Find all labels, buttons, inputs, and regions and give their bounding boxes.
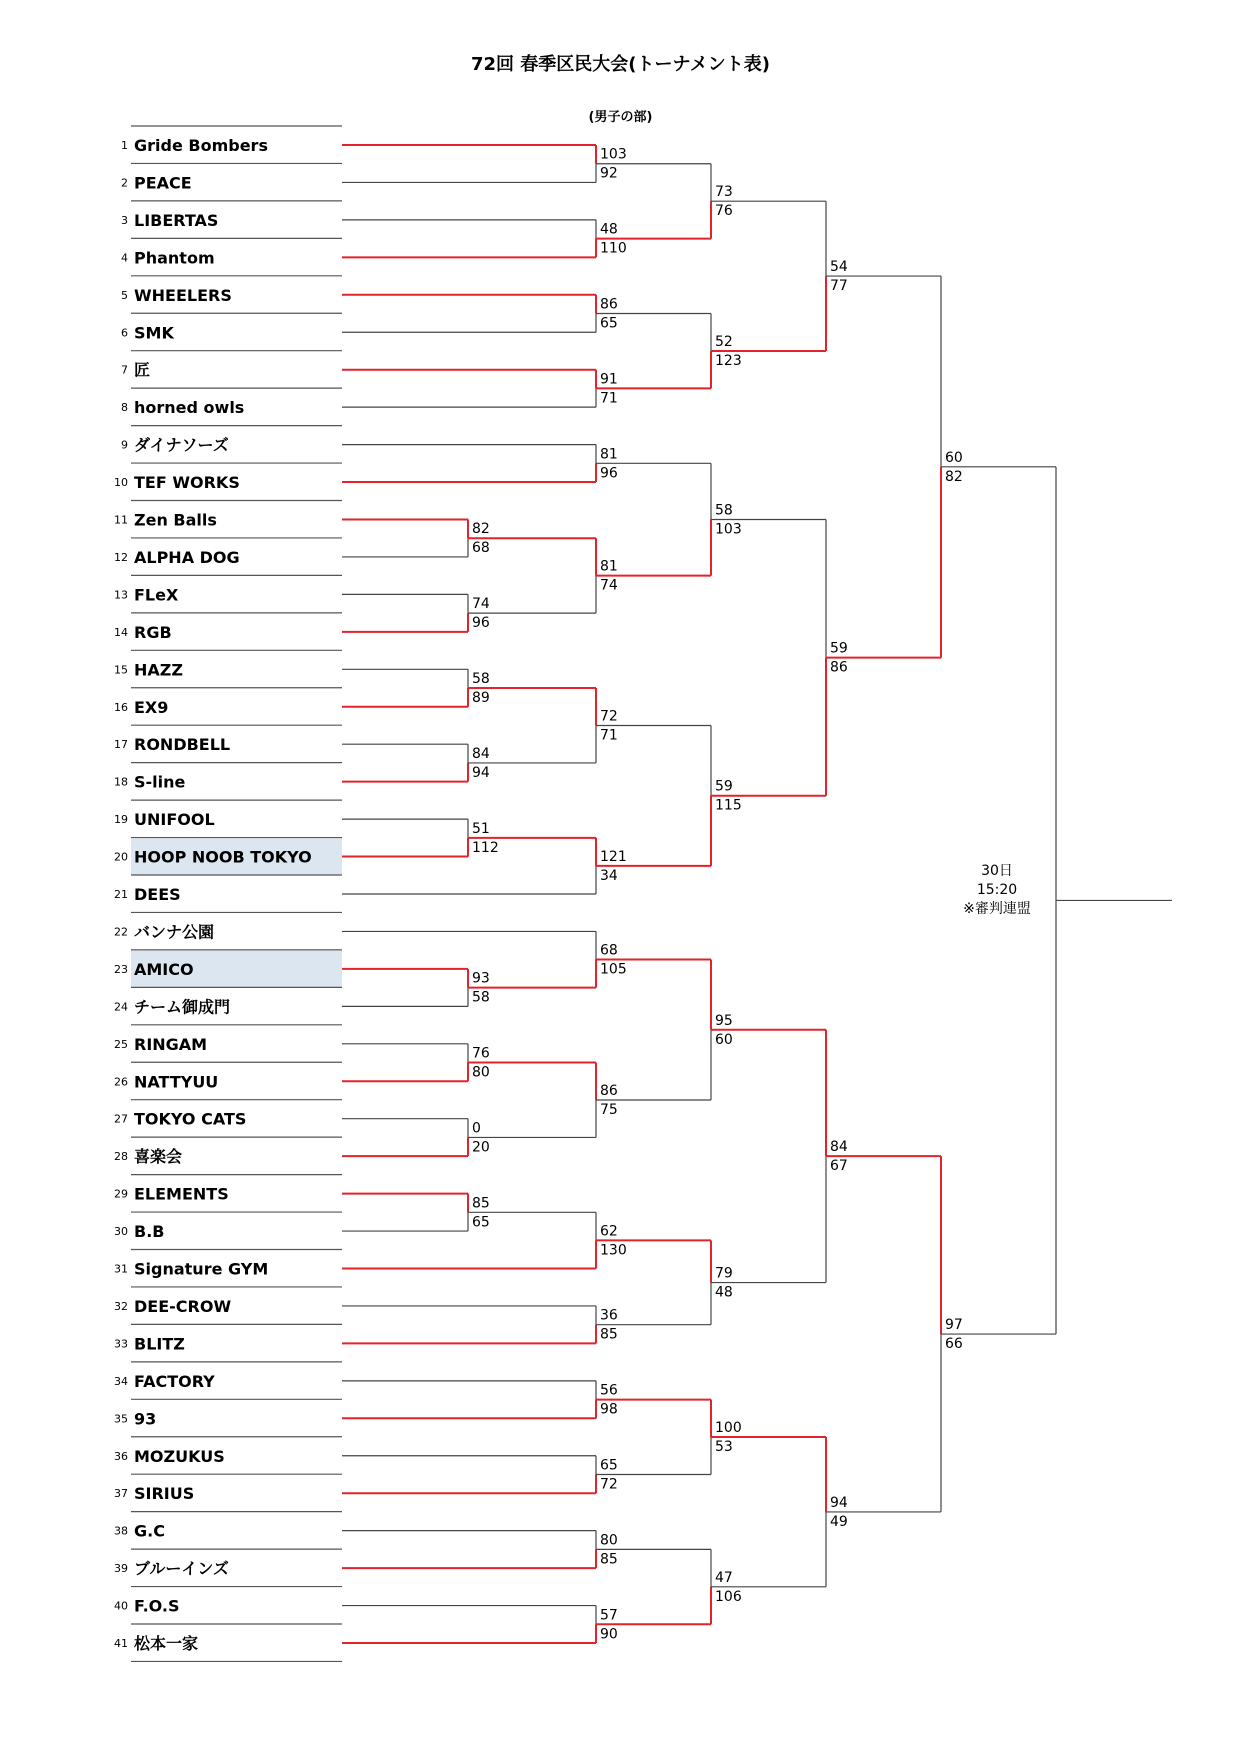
- score-upper: 121: [600, 848, 627, 865]
- score-lower: 89: [472, 690, 490, 707]
- team-name: G.C: [134, 1521, 165, 1541]
- score-lower: 67: [830, 1158, 848, 1175]
- score-upper: 74: [472, 596, 490, 613]
- score-lower: 76: [715, 203, 733, 220]
- score-upper: 84: [472, 745, 490, 762]
- score-lower: 65: [472, 1214, 490, 1231]
- score-upper: 86: [600, 1082, 618, 1099]
- team-row: [121, 276, 342, 305]
- team-number: 15: [114, 663, 128, 677]
- score-lower: 105: [600, 961, 627, 978]
- team-row: [114, 1587, 342, 1616]
- team-number: 4: [121, 251, 128, 265]
- score-upper: 91: [600, 371, 618, 388]
- score-upper: 36: [600, 1307, 618, 1324]
- team-name: B.B: [134, 1222, 165, 1242]
- score-lower: 72: [600, 1476, 618, 1493]
- team-row: [121, 163, 342, 192]
- team-name: ELEMENTS: [134, 1184, 229, 1204]
- team-number: 28: [114, 1150, 128, 1164]
- team-row: [114, 987, 342, 1016]
- team-row: [114, 1624, 342, 1661]
- team-name: UNIFOOL: [134, 810, 215, 830]
- team-name: FLeX: [134, 585, 179, 605]
- team-name: F.O.S: [134, 1596, 180, 1616]
- team-name: 松本一家: [134, 1634, 199, 1653]
- score-upper: 68: [600, 942, 618, 959]
- score-upper: 81: [600, 446, 618, 463]
- score-upper: 93: [472, 970, 490, 987]
- score-upper: 72: [600, 708, 618, 725]
- team-name: MOZUKUS: [134, 1446, 225, 1466]
- team-row: [114, 688, 342, 717]
- team-row: [114, 1062, 342, 1091]
- final-day: 30日: [981, 863, 1013, 879]
- team-row: [114, 538, 342, 567]
- team-name: SMK: [134, 323, 174, 343]
- team-row: [114, 1399, 342, 1428]
- score-upper: 86: [600, 296, 618, 313]
- team-number: 39: [114, 1562, 128, 1576]
- team-row: [114, 763, 342, 792]
- team-name: S-line: [134, 772, 186, 792]
- score-upper: 51: [472, 820, 490, 837]
- score-lower: 68: [472, 540, 490, 557]
- team-name: RINGAM: [134, 1034, 208, 1054]
- team-row: [114, 1287, 342, 1316]
- team-row: [121, 426, 342, 455]
- team-row: [114, 1250, 342, 1279]
- score-lower: 60: [715, 1031, 733, 1048]
- team-number: 14: [114, 625, 128, 639]
- page-title: 72回 春季区民大会(トーナメント表): [470, 54, 771, 75]
- team-name: ブルーインズ: [134, 1559, 229, 1579]
- team-row: [114, 1362, 342, 1391]
- score-upper: 81: [600, 558, 618, 575]
- team-name: ダイナソーズ: [134, 435, 229, 455]
- score-lower: 110: [600, 240, 627, 257]
- team-number: 7: [121, 363, 128, 377]
- team-name: EX9: [134, 697, 169, 717]
- team-number: 5: [121, 288, 128, 302]
- team-name: バンナ公園: [134, 922, 215, 942]
- team-row: [121, 238, 342, 267]
- score-lower: 112: [472, 839, 499, 856]
- score-upper: 84: [830, 1139, 848, 1156]
- team-row: [114, 875, 342, 904]
- team-number: 12: [114, 550, 128, 564]
- score-lower: 34: [600, 867, 618, 884]
- team-name: DEE-CROW: [134, 1296, 232, 1316]
- team-number: 1: [121, 139, 128, 152]
- score-upper: 52: [715, 333, 733, 350]
- team-number: 40: [114, 1599, 128, 1613]
- score-upper: 58: [472, 671, 490, 688]
- team-name: Phantom: [134, 248, 215, 268]
- score-upper: 47: [715, 1569, 733, 1586]
- team-number: 32: [114, 1299, 128, 1313]
- final-info: [963, 863, 1031, 917]
- score-upper: 56: [600, 1382, 618, 1399]
- score-lower: 75: [600, 1101, 618, 1118]
- team-number: 27: [114, 1112, 128, 1126]
- score-lower: 65: [600, 315, 618, 332]
- team-number: 18: [114, 775, 128, 789]
- team-number: 21: [114, 888, 128, 901]
- team-name: HAZZ: [134, 660, 183, 680]
- team-name: 匠: [134, 360, 151, 380]
- team-number: 2: [121, 176, 128, 190]
- score-lower: 53: [715, 1439, 733, 1456]
- score-upper: 57: [600, 1607, 618, 1624]
- team-number: 17: [114, 738, 128, 752]
- team-number: 41: [114, 1637, 128, 1650]
- team-number: 13: [114, 588, 128, 602]
- team-row: [114, 800, 342, 829]
- score-lower: 48: [715, 1284, 733, 1301]
- score-lower: 71: [600, 390, 618, 407]
- score-upper: 103: [600, 146, 627, 163]
- page-subtitle: (男子の部): [588, 110, 653, 125]
- score-lower: 82: [945, 468, 963, 485]
- team-name: FACTORY: [134, 1371, 215, 1391]
- team-name: LIBERTAS: [134, 210, 219, 230]
- score-upper: 100: [715, 1420, 742, 1437]
- team-name: ALPHA DOG: [134, 547, 240, 567]
- team-number: 10: [114, 476, 128, 490]
- score-upper: 59: [715, 778, 733, 795]
- team-list: [114, 126, 342, 1661]
- score-lower: 49: [830, 1513, 848, 1530]
- team-name: BLITZ: [134, 1334, 185, 1354]
- team-number: 8: [121, 401, 128, 415]
- team-number: 25: [114, 1037, 128, 1051]
- score-lower: 71: [600, 727, 618, 744]
- team-number: 24: [114, 1000, 128, 1014]
- score-lower: 77: [830, 278, 848, 295]
- team-name: horned owls: [134, 398, 245, 418]
- score-lower: 94: [472, 764, 490, 781]
- score-upper: 73: [715, 184, 733, 201]
- team-number: 34: [114, 1374, 128, 1388]
- score-upper: 79: [715, 1265, 733, 1282]
- team-number: 30: [114, 1225, 128, 1239]
- team-number: 31: [114, 1262, 128, 1276]
- team-number: 37: [114, 1487, 128, 1501]
- score-lower: 20: [472, 1139, 490, 1156]
- score-upper: 82: [472, 521, 490, 538]
- final-time: 15:20: [976, 882, 1018, 898]
- score-upper: 95: [715, 1012, 733, 1029]
- score-lower: 86: [830, 659, 848, 676]
- team-row: [114, 950, 342, 987]
- team-number: 29: [114, 1187, 128, 1201]
- score-upper: 76: [472, 1045, 490, 1062]
- team-row: [114, 463, 342, 492]
- score-lower: 115: [715, 797, 742, 814]
- team-number: 38: [114, 1524, 128, 1538]
- team-row: [114, 1474, 342, 1503]
- team-number: 19: [114, 813, 128, 827]
- team-name: TEF WORKS: [134, 473, 240, 493]
- score-upper: 97: [945, 1317, 963, 1334]
- team-name: 93: [134, 1409, 157, 1429]
- team-name: DEES: [134, 885, 181, 904]
- team-number: 35: [114, 1412, 128, 1426]
- team-number: 36: [114, 1449, 128, 1463]
- score-lower: 66: [945, 1336, 963, 1353]
- team-row: [114, 725, 342, 754]
- team-row: [114, 912, 342, 941]
- score-lower: 103: [715, 521, 742, 538]
- team-row: [121, 126, 342, 155]
- team-number: 23: [114, 962, 128, 976]
- team-row: [121, 388, 342, 417]
- score-lower: 96: [472, 615, 490, 632]
- score-lower: 74: [600, 577, 618, 594]
- team-row: [114, 1137, 342, 1166]
- team-name: TOKYO CATS: [134, 1109, 247, 1129]
- team-name: HOOP NOOB TOKYO: [134, 847, 312, 867]
- score-upper: 60: [945, 449, 963, 466]
- score-lower: 106: [715, 1588, 742, 1605]
- score-upper: 54: [830, 259, 848, 276]
- team-row: [114, 1212, 342, 1241]
- score-upper: 94: [830, 1494, 848, 1511]
- team-row: [121, 313, 342, 342]
- team-row: [114, 1324, 342, 1353]
- team-name: WHEELERS: [134, 285, 232, 305]
- team-row: [121, 201, 342, 230]
- team-row: [114, 838, 342, 875]
- team-name: PEACE: [134, 173, 192, 193]
- score-upper: 59: [830, 640, 848, 657]
- team-name: Zen Balls: [134, 510, 217, 530]
- team-name: チーム御成門: [134, 997, 231, 1017]
- team-row: [114, 1512, 342, 1541]
- team-number: 9: [121, 438, 128, 452]
- score-lower: 123: [715, 352, 742, 369]
- team-name: NATTYUU: [134, 1072, 219, 1092]
- score-lower: 85: [600, 1326, 618, 1343]
- score-lower: 96: [600, 465, 618, 482]
- team-number: 26: [114, 1075, 128, 1089]
- team-number: 20: [114, 850, 128, 864]
- score-lower: 92: [600, 165, 618, 182]
- team-row: [114, 575, 342, 604]
- score-lower: 58: [472, 989, 490, 1006]
- final-referee: ※審判連盟: [963, 901, 1031, 917]
- score-upper: 58: [715, 502, 733, 519]
- score-lower: 85: [600, 1551, 618, 1568]
- team-number: 22: [114, 925, 128, 939]
- team-row: [114, 1437, 342, 1466]
- team-row: [114, 1100, 342, 1129]
- team-name: Gride Bombers: [134, 136, 268, 155]
- team-number: 16: [114, 700, 128, 714]
- team-number: 6: [121, 326, 128, 340]
- team-number: 11: [114, 513, 128, 527]
- team-row: [114, 650, 342, 679]
- score-lower: 130: [600, 1242, 627, 1259]
- score-upper: 85: [472, 1195, 490, 1212]
- team-name: 喜楽会: [134, 1147, 183, 1167]
- team-number: 33: [114, 1337, 128, 1351]
- team-row: [114, 1549, 342, 1578]
- score-lower: 90: [600, 1626, 618, 1643]
- team-name: AMICO: [134, 959, 194, 979]
- bracket-lines: [342, 145, 1172, 1643]
- score-upper: 0: [472, 1120, 481, 1137]
- score-upper: 80: [600, 1532, 618, 1549]
- score-upper: 62: [600, 1223, 618, 1240]
- team-row: [114, 1175, 342, 1204]
- team-row: [121, 351, 342, 380]
- team-row: [114, 501, 342, 530]
- score-lower: 80: [472, 1064, 490, 1081]
- team-row: [114, 1025, 342, 1054]
- score-upper: 48: [600, 221, 618, 238]
- team-row: [114, 613, 342, 642]
- score-lower: 98: [600, 1401, 618, 1418]
- team-name: RGB: [134, 622, 172, 642]
- team-name: Signature GYM: [134, 1259, 269, 1279]
- score-upper: 65: [600, 1457, 618, 1474]
- team-name: RONDBELL: [134, 735, 231, 755]
- team-name: SIRIUS: [134, 1484, 195, 1504]
- team-number: 3: [121, 213, 128, 227]
